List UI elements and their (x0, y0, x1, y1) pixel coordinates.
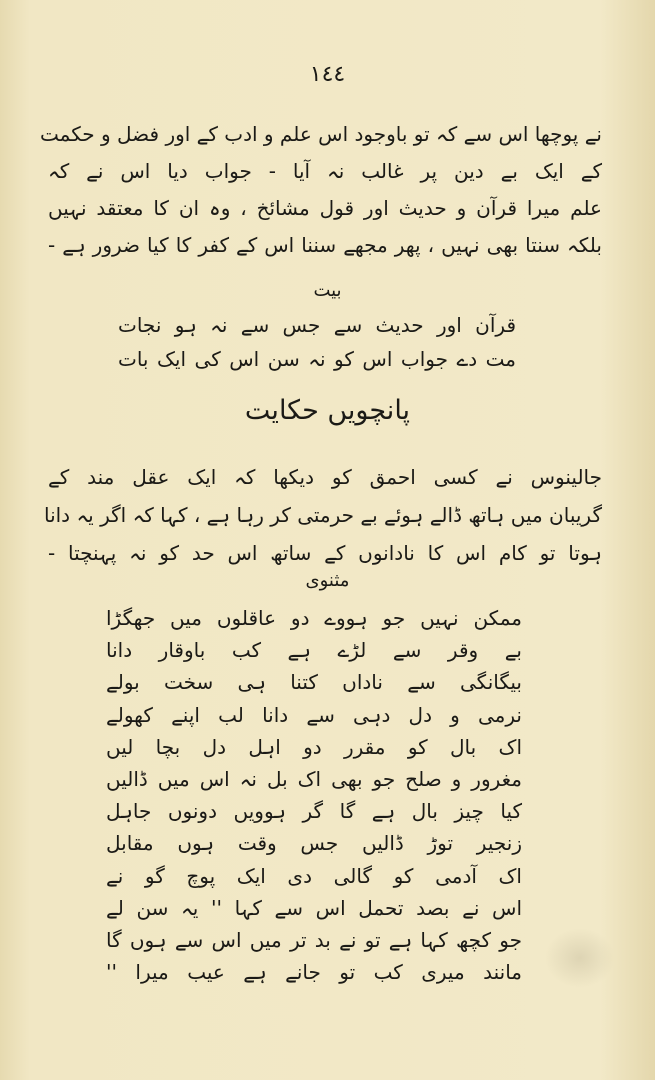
verse-line: بے وقر سے لڑے ہے کب باوقار دانا (106, 638, 522, 663)
text-line: جالینوس نے کسی احمق کو دیکھا کہ ایک عقل مند کے (48, 465, 602, 489)
text-line: علم میرا قرآن و حدیث اور قول مشائخ ، وہ ان کا معتقد نہیں (48, 196, 602, 220)
masnavi-poem (106, 602, 522, 988)
page-number: ١٤٤ (309, 62, 346, 87)
section-heading: پانچویں حکایت (244, 395, 411, 426)
masnavi-label: مثنوی (305, 570, 350, 591)
show-through-smudge (545, 928, 615, 988)
verse-line: جو کچھ کہا ہے تو نے بد تر میں اس سے ہوں گا (106, 928, 522, 953)
verse-line: اس نے بصد تحمل اس سے کہا '' یہ سن لے (106, 895, 522, 920)
verse-line: اک آدمی کو گالی دی ایک پوچ گو نے (106, 863, 522, 888)
verse-line: قرآن اور حدیث سے جس سے نہ ہو نجات (118, 313, 516, 337)
bait-label: بیت (313, 280, 342, 301)
verse-line: بیگانگی سے ناداں کتنا ہی سخت بولے (106, 670, 522, 695)
verse-line: مانند میری کب تو جانے ہے عیب میرا '' (106, 960, 522, 985)
text-line: کے ایک بے دین پر غالب نہ آیا - جواب دیا اس نے کہ (48, 159, 602, 183)
verse-line: اک بال کو مقرر دو اہل دل بچا لیں (106, 734, 522, 759)
story-paragraph (43, 458, 602, 572)
verse-line: کیا چیز بال ہے گا گر ہوویں دونوں جاہل (106, 799, 522, 824)
opening-paragraph (40, 116, 602, 264)
verse-line: مت دے جواب اس کو نہ سن اس کی ایک بات (118, 347, 516, 371)
text-line: نے پوچھا اس سے کہ تو باوجود اس علم و ادب کے اور فضل و حکمت (40, 122, 602, 146)
verse-line: مغرور و صلح جو بھی اک بل نہ اس میں ڈالیں (106, 767, 522, 792)
bait-couplet (118, 308, 516, 376)
text-line: ہوتا تو کام اس کا نادانوں کے ساتھ اس حد کو نہ پہنچتا - (48, 541, 602, 565)
verse-line: ممکن نہیں جو ہووے دو عاقلوں میں جھگڑا (106, 606, 522, 630)
verse-line: نرمی و دل دہی سے دانا لب اپنے کھولے (106, 702, 522, 727)
text-line: بلکہ سنتا بھی نہیں ، پھر مجھے سننا اس کے کفر کا کیا ضرور ہے - (48, 233, 602, 257)
text-line: گریبان میں ہاتھ ڈالے ہوئے بے حرمتی کر رہا ہے ، کہا کہ اگر یہ دانا (43, 503, 602, 527)
verse-line: زنجیر توڑ ڈالیں جس وقت ہوں مقابل (106, 831, 522, 856)
